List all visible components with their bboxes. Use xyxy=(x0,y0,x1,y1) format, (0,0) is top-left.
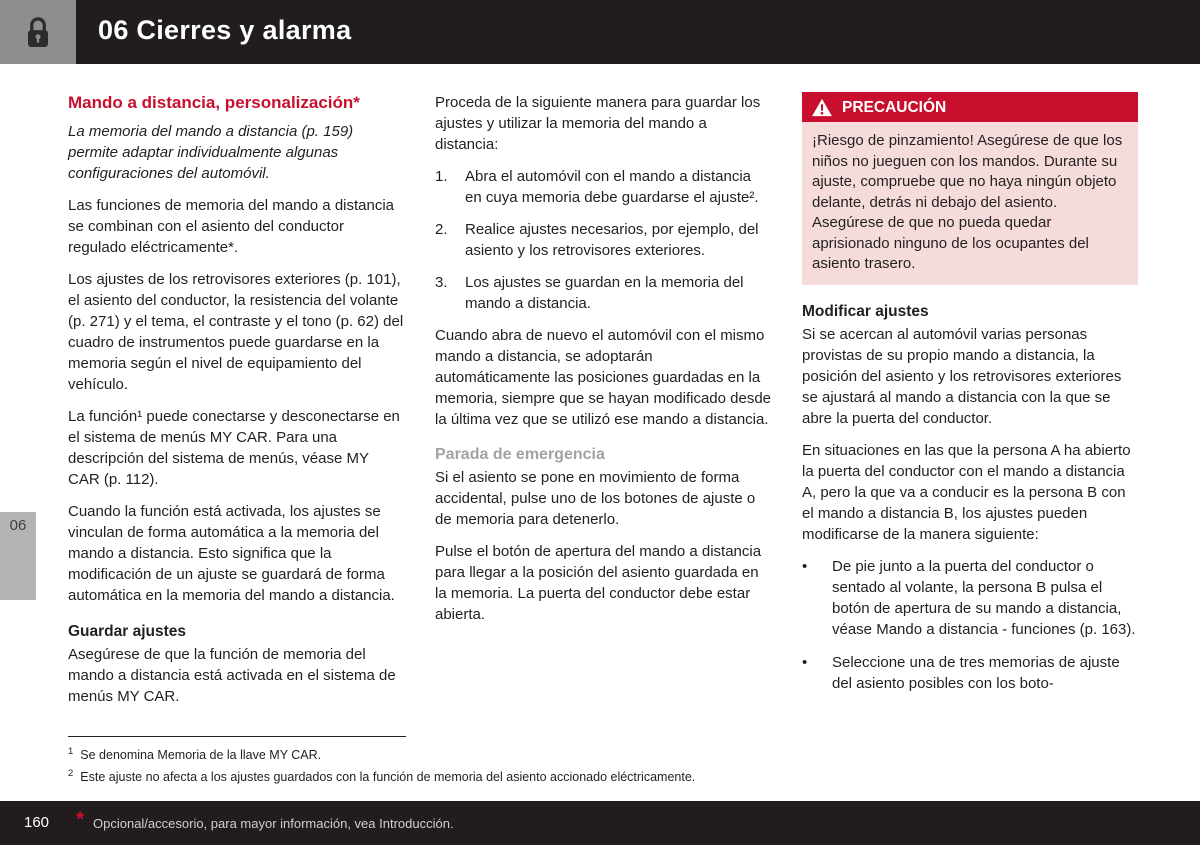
list-text: Los ajustes se guardan en la memoria del mando a distancia. xyxy=(465,274,744,312)
chapter-side-tab-label: 06 xyxy=(9,517,27,534)
numbered-list-item xyxy=(435,219,771,261)
warning-triangle-icon xyxy=(811,98,833,117)
paragraph: Los ajustes de los retrovisores exteriores (p. 101), el asiento del conductor, la resistencia del volante (p. 271) y el tema, el contraste y el tono (p. 62) del cuadro de instrumentos puede guardarse en la memoria según el nivel de equipamiento del vehículo. xyxy=(68,271,404,393)
chapter-icon-box xyxy=(0,0,76,64)
footer-asterisk: * xyxy=(76,808,85,831)
page-footer xyxy=(0,801,1200,845)
paragraph: Si se acercan al automóvil varias personas provistas de su propio mando a distancia, la posición del asiento y los retrovisores exteriores se ajustará al mando a distancia con la que se abre la puerta del conductor. xyxy=(802,325,1122,427)
caution-title: PRECAUCIÓN xyxy=(842,98,947,116)
section-heading: Mando a distancia, personalización* xyxy=(68,93,360,112)
intro-italic-paragraph: La memoria del mando a distancia (p. 159) permite adaptar individualmente algunas configuraciones del automóvil. xyxy=(68,123,354,182)
paragraph: En situaciones en las que la persona A ha abierto la puerta del conductor con el mando a distancia A, pero la que va a conducir es la persona B con el mando a distancia B, los ajustes pueden modificarse de la manera siguiente: xyxy=(802,441,1131,543)
numbered-list-item xyxy=(435,272,771,314)
column-2 xyxy=(435,92,771,718)
paragraph: Proceda de la siguiente manera para guardar los ajustes y utilizar la memoria del mando a distancia: xyxy=(435,94,761,153)
subsection-heading-gray: Parada de emergencia xyxy=(435,446,605,463)
list-number: 3. xyxy=(435,274,448,291)
footnote-marker: 2 xyxy=(68,768,74,780)
chapter-title: 06 Cierres y alarma xyxy=(98,15,352,45)
bullet-marker: • xyxy=(802,557,808,575)
footnote-text: Se denomina Memoria de la llave MY CAR. xyxy=(80,748,322,763)
caution-box xyxy=(802,92,1138,285)
paragraph: Cuando abra de nuevo el automóvil con el mismo mando a distancia, se adoptarán automáticamente las posiciones guardadas en la memoria, siempre que se hayan modificado desde la última vez que se utilizó ese mando a distancia. xyxy=(435,327,772,428)
bullet-list-item xyxy=(802,556,1138,640)
bullet-list-item xyxy=(802,652,1138,694)
footnote xyxy=(68,744,1138,763)
page-content xyxy=(68,92,1138,718)
footnotes xyxy=(68,736,1138,788)
chapter-side-tab xyxy=(0,512,36,600)
column-1 xyxy=(68,92,404,718)
list-number: 2. xyxy=(435,221,448,238)
bullet-text: De pie junto a la puerta del conductor o sentado al volante, la persona B pulsa el botón de apertura de su mando a distancia, véase Mando a distancia - funciones (p. 163). xyxy=(832,557,1136,638)
footnote-text: Este ajuste no afecta a los ajustes guardados con la función de memoria del asiento accionado eléctricamente. xyxy=(80,770,696,785)
footnote-divider xyxy=(68,736,406,737)
paragraph: Pulse el botón de apertura del mando a distancia para llegar a la posición del asiento guardada en la memoria. La puerta del conductor debe estar abierta. xyxy=(435,543,762,623)
bullet-text: Seleccione una de tres memorias de ajuste del asiento posibles con los boto- xyxy=(832,653,1120,692)
list-text: Realice ajustes necesarios, por ejemplo, del asiento y los retrovisores exteriores. xyxy=(465,221,759,259)
list-text: Abra el automóvil con el mando a distancia en cuya memoria debe guardarse el ajuste². xyxy=(465,168,759,206)
caution-body-text: ¡Riesgo de pinzamiento! Asegúrese de que los niños no jueguen con los mandos. Durante su ajuste, compruebe que no haya ningún objeto delante, detrás ni debajo del asiento. Asegúrese de que no pueda quedar aprisionado ninguno de los ocupantes del asiento trasero. xyxy=(802,122,1138,285)
paragraph: Las funciones de memoria del mando a distancia se combinan con el asiento del conductor regulado eléctricamente*. xyxy=(68,197,395,256)
padlock-icon xyxy=(23,14,53,50)
subsection-heading: Guardar ajustes xyxy=(68,623,187,640)
paragraph: Si el asiento se pone en movimiento de forma accidental, pulse uno de los botones de ajuste o de memoria para detenerlo. xyxy=(435,469,756,528)
bullet-marker: • xyxy=(802,653,808,671)
list-number: 1. xyxy=(435,168,448,185)
footnote xyxy=(68,766,1138,785)
chapter-header xyxy=(0,0,1200,64)
numbered-list-item xyxy=(435,166,771,208)
paragraph: La función¹ puede conectarse y desconectarse en el sistema de menús MY CAR. Para una descripción del sistema de menús, véase MY CAR (p. 112). xyxy=(68,408,400,488)
subsection-heading: Modificar ajustes xyxy=(802,302,929,320)
caution-header xyxy=(802,92,1138,122)
column-3 xyxy=(802,92,1138,718)
page-number: 160 xyxy=(24,814,50,831)
paragraph: Cuando la función está activada, los ajustes se vinculan de forma automática a la memoria del mando a distancia. Esto significa que la modificación de un ajuste se guardará de forma automática en la memoria del mando a distancia. xyxy=(68,503,395,604)
footer-note: Opcional/accesorio, para mayor información, vea Introducción. xyxy=(93,816,454,831)
paragraph: Asegúrese de que la función de memoria del mando a distancia está activada en el sistema de menús MY CAR. xyxy=(68,646,396,705)
footnote-marker: 1 xyxy=(68,746,74,757)
